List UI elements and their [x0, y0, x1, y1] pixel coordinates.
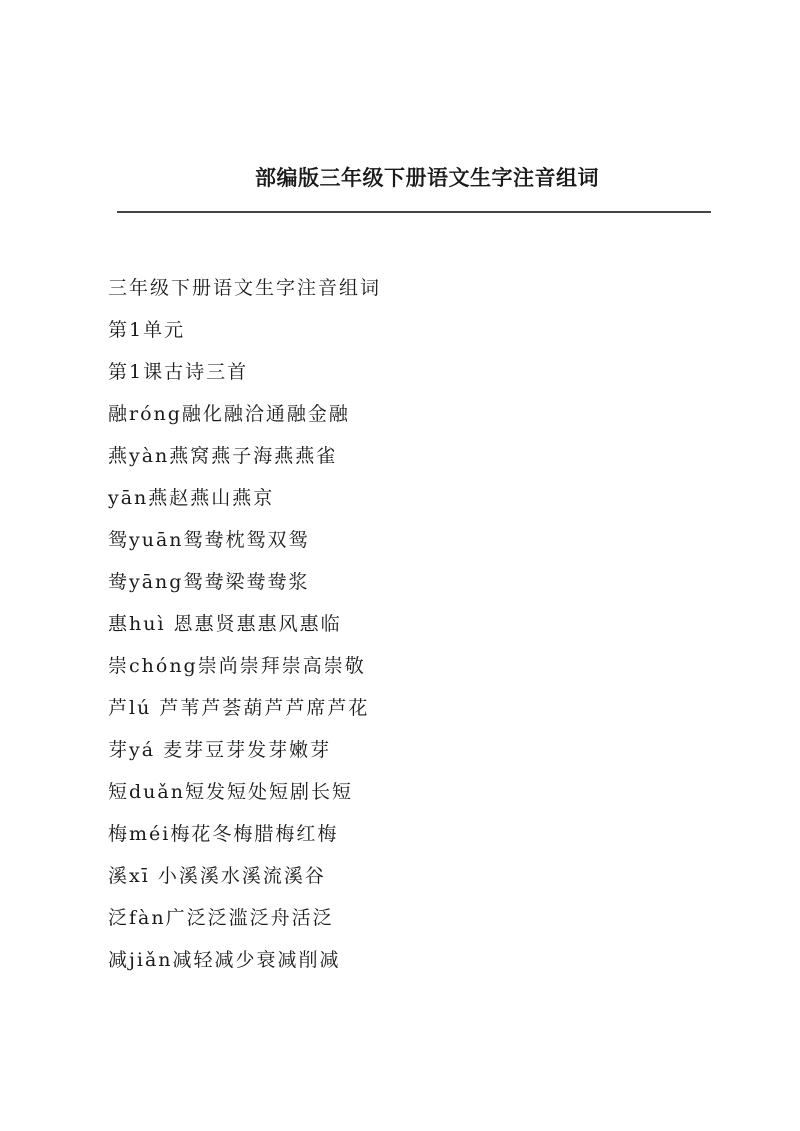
character-entry: 惠huì 恩惠贤惠惠风惠临: [108, 613, 342, 635]
document-body: [108, 274, 708, 988]
character-entry: 芽yá 麦芽豆芽发芽嫩芽: [108, 739, 332, 761]
header-divider: [117, 211, 711, 213]
unit-heading: 第1单元: [108, 319, 186, 341]
character-entry: 鸳yuān鸳鸯枕鸳双鸳: [108, 529, 310, 551]
character-entry: 芦lú 芦苇芦荟葫芦芦席芦花: [108, 697, 370, 719]
character-entry: 梅méi梅花冬梅腊梅红梅: [108, 823, 339, 845]
character-entry: 减jiǎn减轻减少衰减削减: [108, 949, 341, 971]
section-heading: 三年级下册语文生字注音组词: [108, 277, 382, 299]
character-entry: 鸯yāng鸳鸯梁鸯鸯浆: [108, 571, 310, 593]
character-entry: 燕yàn燕窝燕子海燕燕雀: [108, 445, 338, 467]
character-entry: yān燕赵燕山燕京: [108, 487, 275, 509]
character-entry: 融róng融化融洽通融金融: [108, 403, 350, 425]
lesson-heading: 第1课古诗三首: [108, 361, 249, 383]
character-entry: 崇chóng崇尚崇拜崇高崇敬: [108, 655, 366, 677]
document-title: 部编版三年级下册语文生字注音组词: [255, 165, 599, 190]
character-entry: 短duǎn短发短处短剧长短: [108, 781, 353, 803]
character-entry: 泛fàn广泛泛滥泛舟活泛: [108, 907, 334, 929]
document-header: [117, 162, 711, 192]
character-entry: 溪xī 小溪溪水溪流溪谷: [108, 865, 326, 887]
